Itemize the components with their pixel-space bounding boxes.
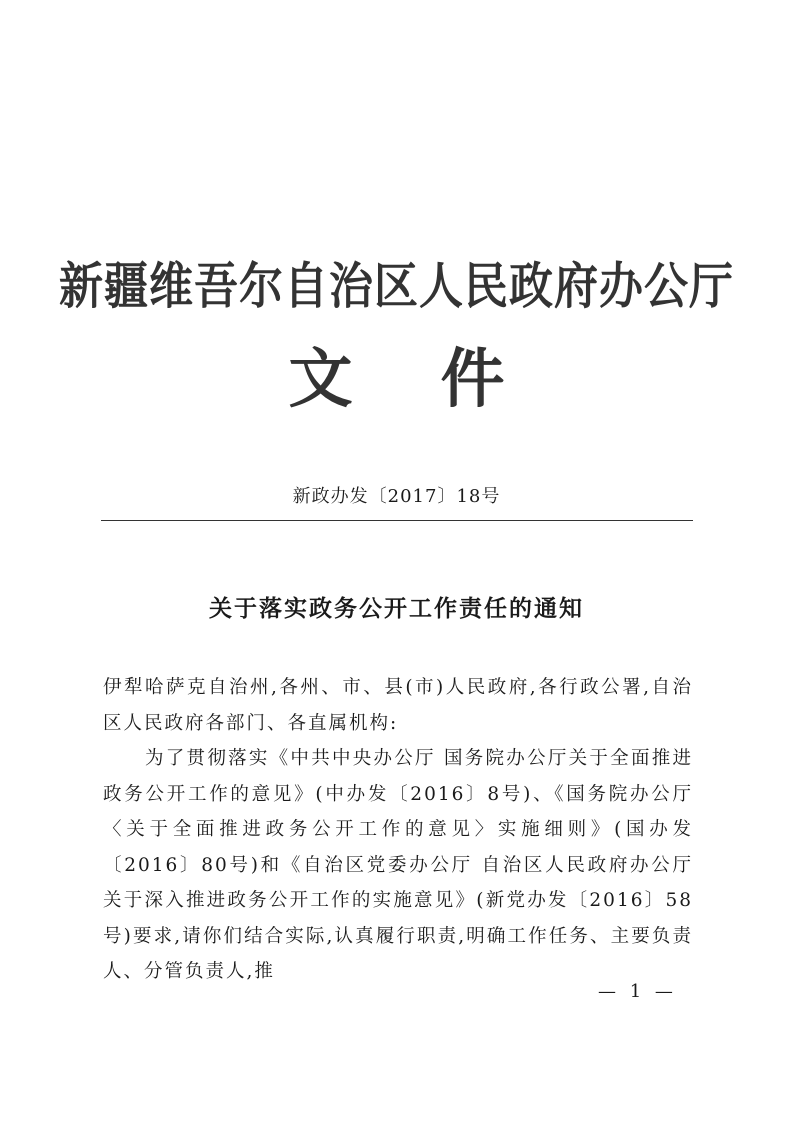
document-number: 新政办发〔2017〕18号: [292, 486, 501, 507]
page-number: — 1 —: [598, 981, 677, 1002]
notice-body: [103, 670, 693, 990]
body-paragraph: 为了贯彻落实《中共中央办公厅 国务院办公厅关于全面推进政务公开工作的意见》(中办发〔2016〕8号)、《国务院办公厅〈关于全面推进政务公开工作的意见〉实施细则》(国办发〔2016〕80号)和《自治区党委办公厅 自治区人民政府办公厅关于深入推进政务公开工作的实施意见》(新党办发〔2016〕58号)要求,请你们结合实际,认真履行职责,明确工作任务、主要负责人、分管负责人,推: [103, 748, 693, 982]
notice-title: 关于落实政务公开工作责任的通知: [209, 595, 584, 622]
addressees: 伊犁哈萨克自治州,各州、市、县(市)人民政府,各行政公署,自治区人民政府各部门、各直属机构:: [103, 677, 693, 734]
header-divider: [101, 520, 693, 521]
document-type: 文件: [288, 343, 593, 417]
issuer-name: 新疆维吾尔自治区人民政府办公厅: [59, 258, 734, 316]
